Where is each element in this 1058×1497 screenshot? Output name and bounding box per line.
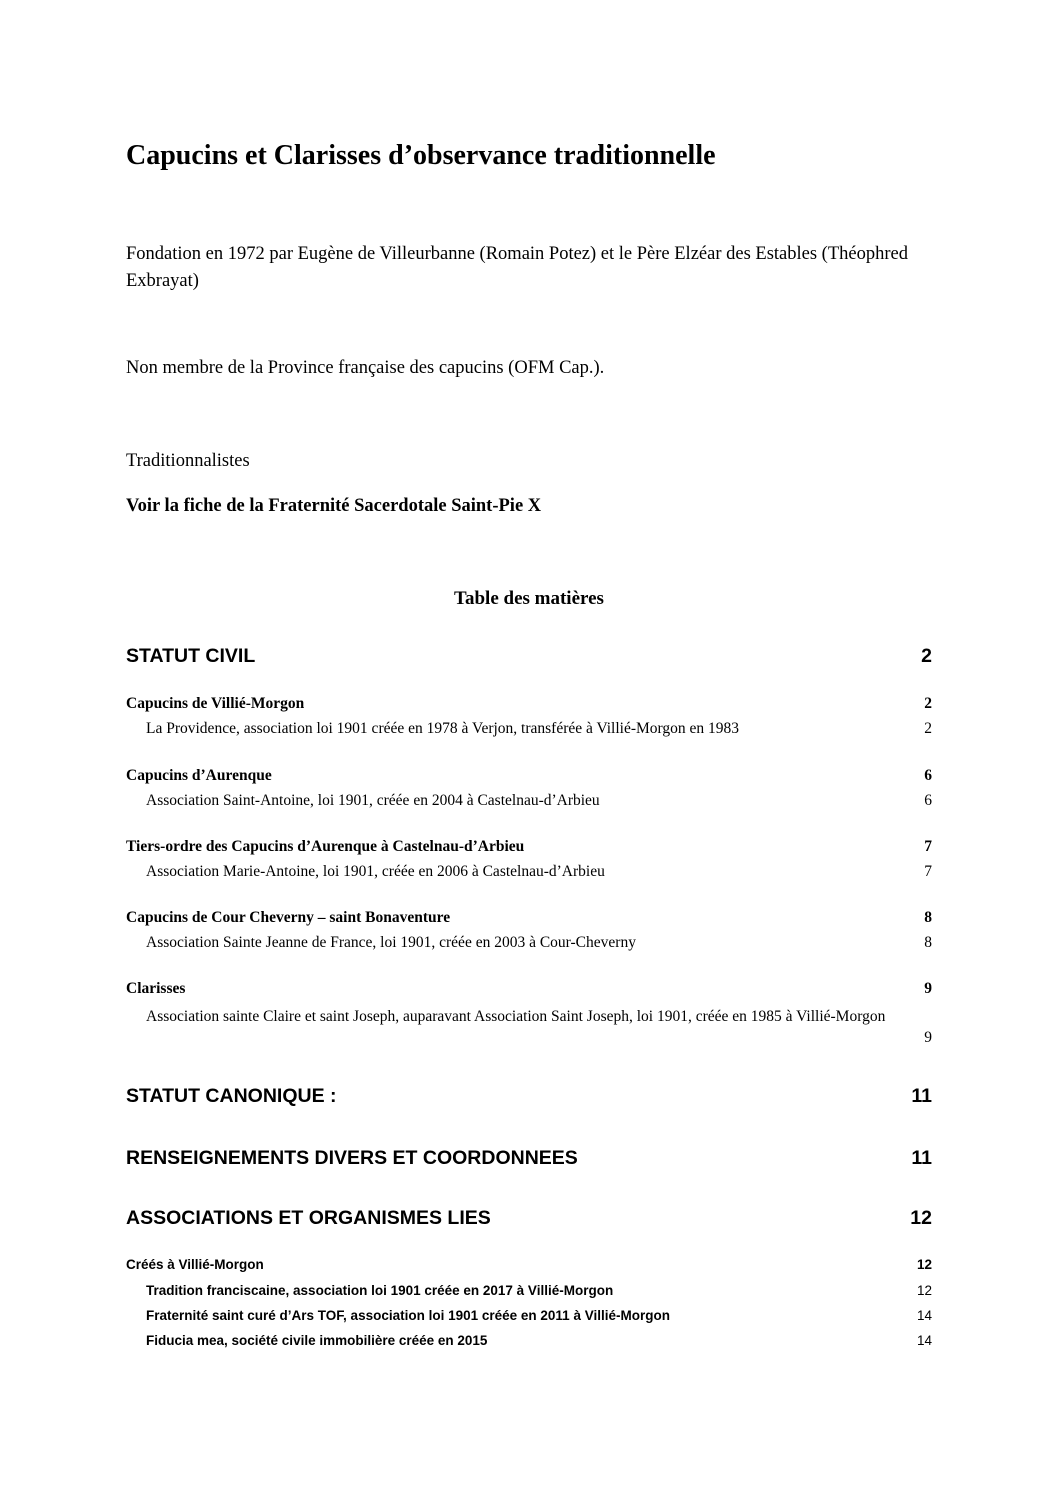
toc-entry-page: 8 xyxy=(924,909,932,926)
toc-entry-page: 12 xyxy=(910,1207,932,1229)
toc-entry-label: ASSOCIATIONS ET ORGANISMES LIES xyxy=(126,1207,491,1229)
toc-entry-page: 14 xyxy=(916,1308,932,1323)
toc-entry-label: STATUT CANONIQUE : xyxy=(126,1085,337,1107)
toc-entry-label: Association Marie-Antoine, loi 1901, créée en 2006 à Castelnau-d’Arbieu xyxy=(146,863,605,880)
toc-entry-label: Clarisses xyxy=(126,980,186,997)
foundation-paragraph: Fondation en 1972 par Eugène de Villeurbanne (Romain Potez) et le Père Elzéar des Estables (Théophred Exbrayat) xyxy=(126,244,908,291)
toc-entry-label: Tiers-ordre des Capucins d’Aurenque à Castelnau-d’Arbieu xyxy=(126,838,525,855)
toc-entry-label: Tradition franciscaine, association loi 1901 créée en 2017 à Villié-Morgon xyxy=(146,1283,614,1298)
toc-entry-label: La Providence, association loi 1901 créée en 1978 à Verjon, transférée à Villié-Morgon en 1983 xyxy=(146,720,740,737)
document-title: Capucins et Clarisses d’observance traditionnelle xyxy=(126,140,716,171)
category-label: Traditionnalistes xyxy=(126,451,250,471)
toc-entry-page: 8 xyxy=(924,934,932,951)
toc-entry-page: 2 xyxy=(924,720,932,737)
toc-entry-page: 7 xyxy=(924,863,932,880)
toc-entry-page: 14 xyxy=(916,1333,932,1348)
toc-entry-label: Créés à Villié-Morgon xyxy=(126,1257,264,1272)
toc-entry-label: Capucins d’Aurenque xyxy=(126,767,272,784)
toc-entry-page: 2 xyxy=(924,695,932,712)
toc-entry-page: 11 xyxy=(911,1085,932,1107)
toc-entry-page: 6 xyxy=(924,792,932,809)
toc-title: Table des matières xyxy=(454,588,604,609)
toc-entry-page: 2 xyxy=(921,645,932,667)
toc-entry-label: Capucins de Cour Cheverny – saint Bonaventure xyxy=(126,909,451,926)
toc-entry-label: Fiducia mea, société civile immobilière créée en 2015 xyxy=(146,1333,488,1348)
toc-entry-label: Association Sainte Jeanne de France, loi 1901, créée en 2003 à Cour-Cheverny xyxy=(146,934,636,951)
toc-entry-label: Capucins de Villié-Morgon xyxy=(126,695,305,712)
see-also-link[interactable]: Voir la fiche de la Fraternité Sacerdotale Saint-Pie X xyxy=(126,496,542,516)
membership-note: Non membre de la Province française des capucins (OFM Cap.). xyxy=(126,358,605,378)
toc-entry-page: 7 xyxy=(924,838,932,855)
toc-entry-page: 12 xyxy=(916,1283,932,1298)
toc-entry-label: Fraternité saint curé d’Ars TOF, association loi 1901 créée en 2011 à Villié-Morgon xyxy=(146,1308,670,1323)
toc-entry-level3[interactable] xyxy=(126,1004,932,1054)
toc-entry-label: Association sainte Claire et saint Joseph, auparavant Association Saint Joseph, loi 1901, créée en 1985 à Villié-Morgon xyxy=(146,1008,886,1025)
toc-entry-label: Association Saint-Antoine, loi 1901, créée en 2004 à Castelnau-d’Arbieu xyxy=(146,792,600,809)
toc-entry-page: 9 xyxy=(924,1029,932,1046)
toc-entry-page: 11 xyxy=(911,1147,932,1169)
toc-entry-label: RENSEIGNEMENTS DIVERS ET COORDONNEES xyxy=(126,1147,578,1169)
toc-entry-page: 12 xyxy=(916,1257,932,1272)
toc-entry-page: 6 xyxy=(924,767,932,784)
toc-entry-label: STATUT CIVIL xyxy=(126,645,256,667)
toc-entry-page: 9 xyxy=(924,980,932,997)
